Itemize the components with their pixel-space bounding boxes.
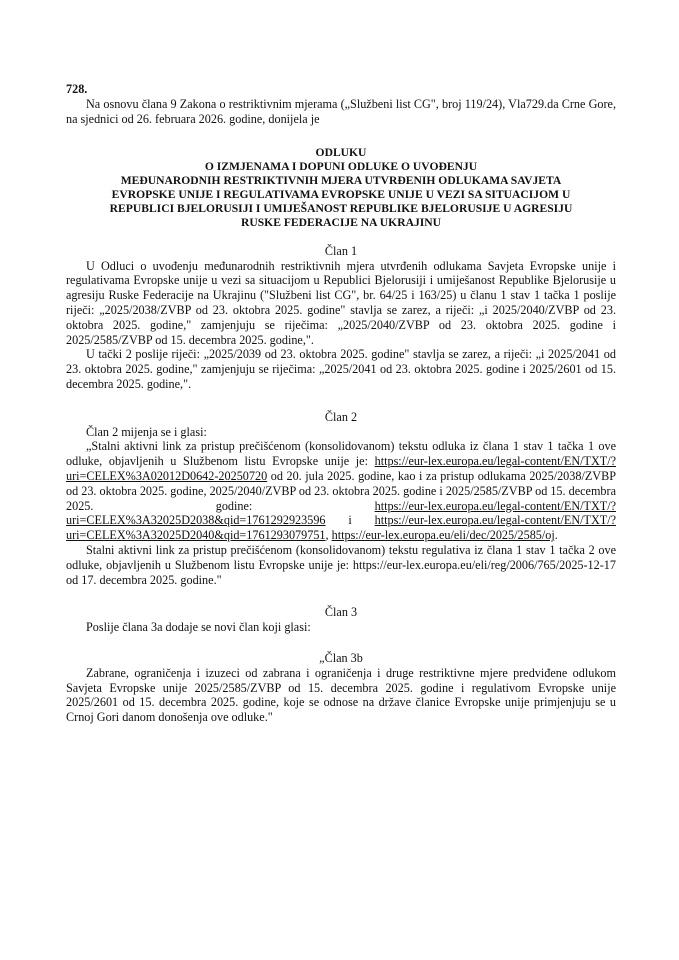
- eur-lex-link-decision-2040[interactable]: https://eur-lex.europa.eu/legal-content/EN/TXT/?uri=CELEX%3A32025D2040&qid=1761293079751: [66, 513, 616, 543]
- article-3b-heading: „Član 3b: [319, 650, 363, 665]
- eur-lex-link-decision-2585[interactable]: https://eur-lex.europa.eu/eli/dec/2025/2585/oj: [331, 528, 555, 543]
- title-line: RUSKE FEDERACIJE NA UKRAJINU: [240, 215, 441, 229]
- article-2-paragraph-2: Stalni aktivni link za pristup prečišćenom (konsolidovanom) tekstu regulativa iz člana 1 stav 1 tačka 2 ove odluke, objavljenih u Službenom listu Evropske unije je: https://eur-lex.europa.eu/eli/reg/2006/765/2025-12-17 od 17. decembra 2025. godine.": [66, 542, 616, 587]
- title-line: REPUBLICI BJELORUSIJI I UMIJEŠANOST REPUBLIKE BJELORUSIJE U AGRESIJU: [109, 202, 573, 216]
- title-line: EVROPSKE UNIJE I REGULATIVAMA EVROPSKE UNIJE U VEZI SA SITUACIJOM U: [111, 188, 571, 202]
- article-3-intro: Poslije člana 3a dodaje se novi član koji glasi:: [86, 620, 311, 635]
- decision-title: [66, 146, 616, 229]
- eur-lex-link-consolidated-decision[interactable]: https://eur-lex.europa.eu/legal-content/EN/TXT/?uri=CELEX%3A02012D0642-20250720: [66, 454, 616, 483]
- text-segment: i: [325, 513, 375, 528]
- article-2-heading: Član 2: [324, 409, 358, 424]
- article-3b-paragraph: Zabrane, ograničenja i izuzeci od zabrana i ograničenja i druge restriktivne mjere predviđene odlukom Savjeta Evropske unije 2025/2585/ZVBP od 15. decembra 2025. godine i regulativom Evropske unije 2025/2601 od 15. decembra 2025. godine, koje se odnose na države članice Evropske unije primjenjuju se u Crnoj Gori danom donošenja ove odluke.": [66, 665, 616, 725]
- title-line: MEĐUNARODNIH RESTRIKTIVNIH MJERA UTVRĐENIH ODLUKAMA SAVJETA: [120, 174, 562, 188]
- article-3-heading: Član 3: [324, 605, 358, 620]
- article-2-paragraph-1: [66, 439, 616, 543]
- article-1-paragraph-1: U Odluci o uvođenju međunarodnih restriktivnih mjera utvrđenih odlukama Savjeta Evropske unije i regulativama Evropske unije u vezi sa situacijom u Republici Bjelorusiji i umiješanost Republike Bjelorusije u agresiju Ruske Federacije na Ukrajinu ("Službeni list CG", br. 64/25 i 163/25) u članu 1 stav 1 tačka 1 poslije riječi: „2025/2038/ZVBP od 23. oktobra 2025. godine" stavlja se zarez, a riječi: „i 2025/2040/ZVBP od 23. oktobra 2025. godine," zamjenjuju se riječima: „2025/2040/ZVBP od 23. oktobra 2025. godine i 2025/2585/ZVBP od 15. decembra 2025. godine,".: [66, 258, 616, 347]
- title-line: O IZMJENAMA I DOPUNI ODLUKE O UVOĐENJU: [204, 160, 478, 174]
- text-segment: .: [554, 528, 558, 543]
- text-segment: od 20. jula 2025. godine, kao i za pristup odlukama 2025/2038/ZVBP od 23. oktobra 2025. godine, 2025/2040/ZVBP od 23. oktobra 2025. godine i 2025/2585/ZVBP od 15. decembra 2025. godine:: [66, 468, 616, 513]
- title-heading: ODLUKU: [315, 146, 367, 160]
- eur-lex-link-decision-2038[interactable]: https://eur-lex.europa.eu/legal-content/EN/TXT/?uri=CELEX%3A32025D2038&qid=1761292923596: [66, 498, 616, 528]
- text-segment: „Stalni aktivni link za pristup prečišćenom (konsolidovanom) tekstu odluka iz člana 1 stav 1 tačka 1 ove odluke, objavljenih u Službenom listu Evropske unije je:: [66, 439, 616, 469]
- document-body: [66, 82, 616, 725]
- text-segment: ,: [325, 528, 332, 543]
- document-number: 728.: [66, 82, 88, 96]
- article-2-intro: Član 2 mijenja se i glasi:: [86, 424, 207, 439]
- article-1-paragraph-2: U tački 2 poslije riječi: „2025/2039 od 23. oktobra 2025. godine" stavlja se zarez, a riječi: „i 2025/2041 od 23. oktobra 2025. godine," zamjenjuju se riječima: „2025/2041 od 23. oktobra 2025. godine i 2025/2601 od 15. decembra 2025. godine,".: [66, 347, 616, 391]
- article-1-heading: Član 1: [324, 243, 358, 258]
- preamble: Na osnovu člana 9 Zakona o restriktivnim mjerama („Službeni list CG", broj 119/24), Vla729.da Crne Gore, na sjednici od 26. februara 2026. godine, donijela je: [66, 96, 616, 126]
